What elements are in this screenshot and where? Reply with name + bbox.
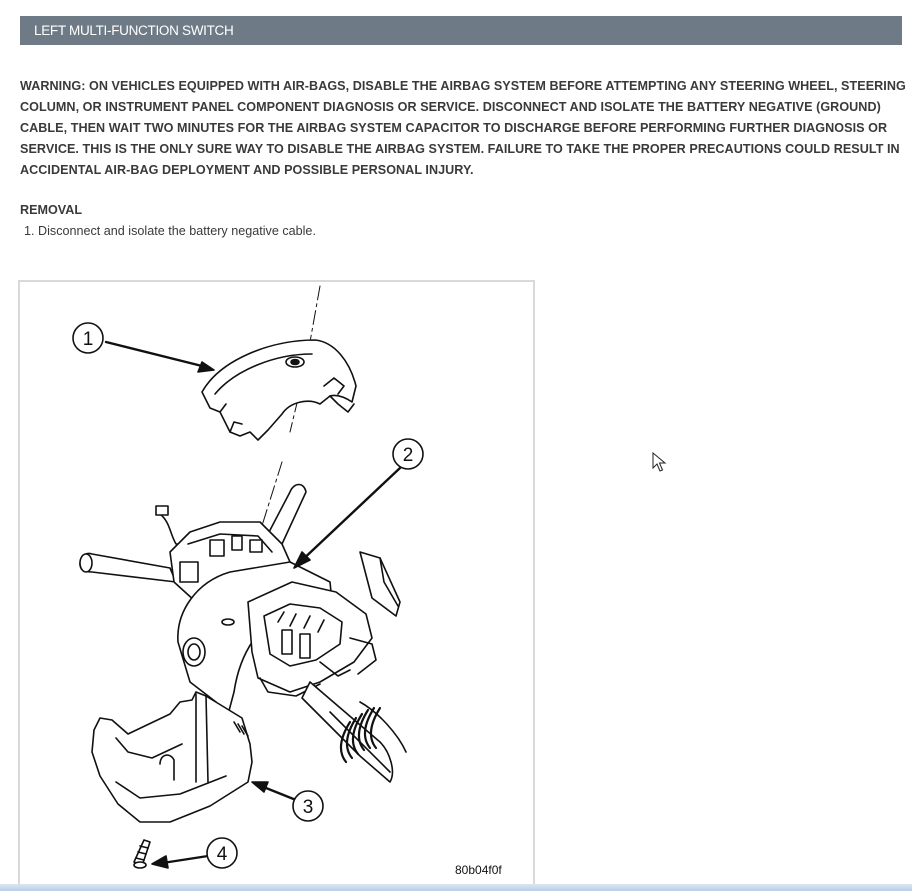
section-header xyxy=(20,16,902,45)
callout-2-leader xyxy=(298,468,400,564)
lower-shroud-part xyxy=(92,692,252,822)
figure-code: 80b04f0f xyxy=(455,863,502,877)
callout-1-leader xyxy=(106,342,210,368)
screw-part xyxy=(134,840,150,868)
steering-column-illustration xyxy=(18,280,535,891)
illustration-drawing xyxy=(20,282,535,891)
airbag-warning: WARNING: ON VEHICLES EQUIPPED WITH AIR-BAGS, DISABLE THE AIRBAG SYSTEM BEFORE ATTEMPTING ANY STEERING WHEEL, STEERING COLUMN, OR INSTRUMENT PANEL COMPONENT DIAGNOSIS OR SERVICE. DISCONNECT AND ISOLATE THE BATTERY NEGATIVE (GROUND) CABLE, THEN WAIT TWO MINUTES FOR THE AIRBAG SYSTEM CAPACITOR TO DISCHARGE BEFORE PERFORMING FURTHER DIAGNOSIS OR SERVICE. THIS IS THE ONLY SURE WAY TO DISABLE THE AIRBAG SYSTEM. FAILURE TO TAKE THE PROPER PRECAUTIONS COULD RESULT IN ACCIDENTAL AIR-BAG DEPLOYMENT AND POSSIBLE PERSONAL INJURY. xyxy=(20,79,906,177)
removal-step-1: 1. Disconnect and isolate the battery negative cable. xyxy=(24,224,316,238)
removal-steps xyxy=(24,222,316,240)
callout-2-label: 2 xyxy=(402,445,414,466)
removal-heading: REMOVAL xyxy=(20,203,83,217)
callout-1-label: 1 xyxy=(82,329,94,350)
callout-3-label: 3 xyxy=(302,797,314,818)
section-title: LEFT MULTI-FUNCTION SWITCH xyxy=(34,23,234,38)
upper-shroud-part xyxy=(202,340,356,440)
mouse-pointer-icon xyxy=(652,452,668,474)
callout-4-label: 4 xyxy=(216,844,228,865)
window-bottom-edge xyxy=(0,884,912,891)
